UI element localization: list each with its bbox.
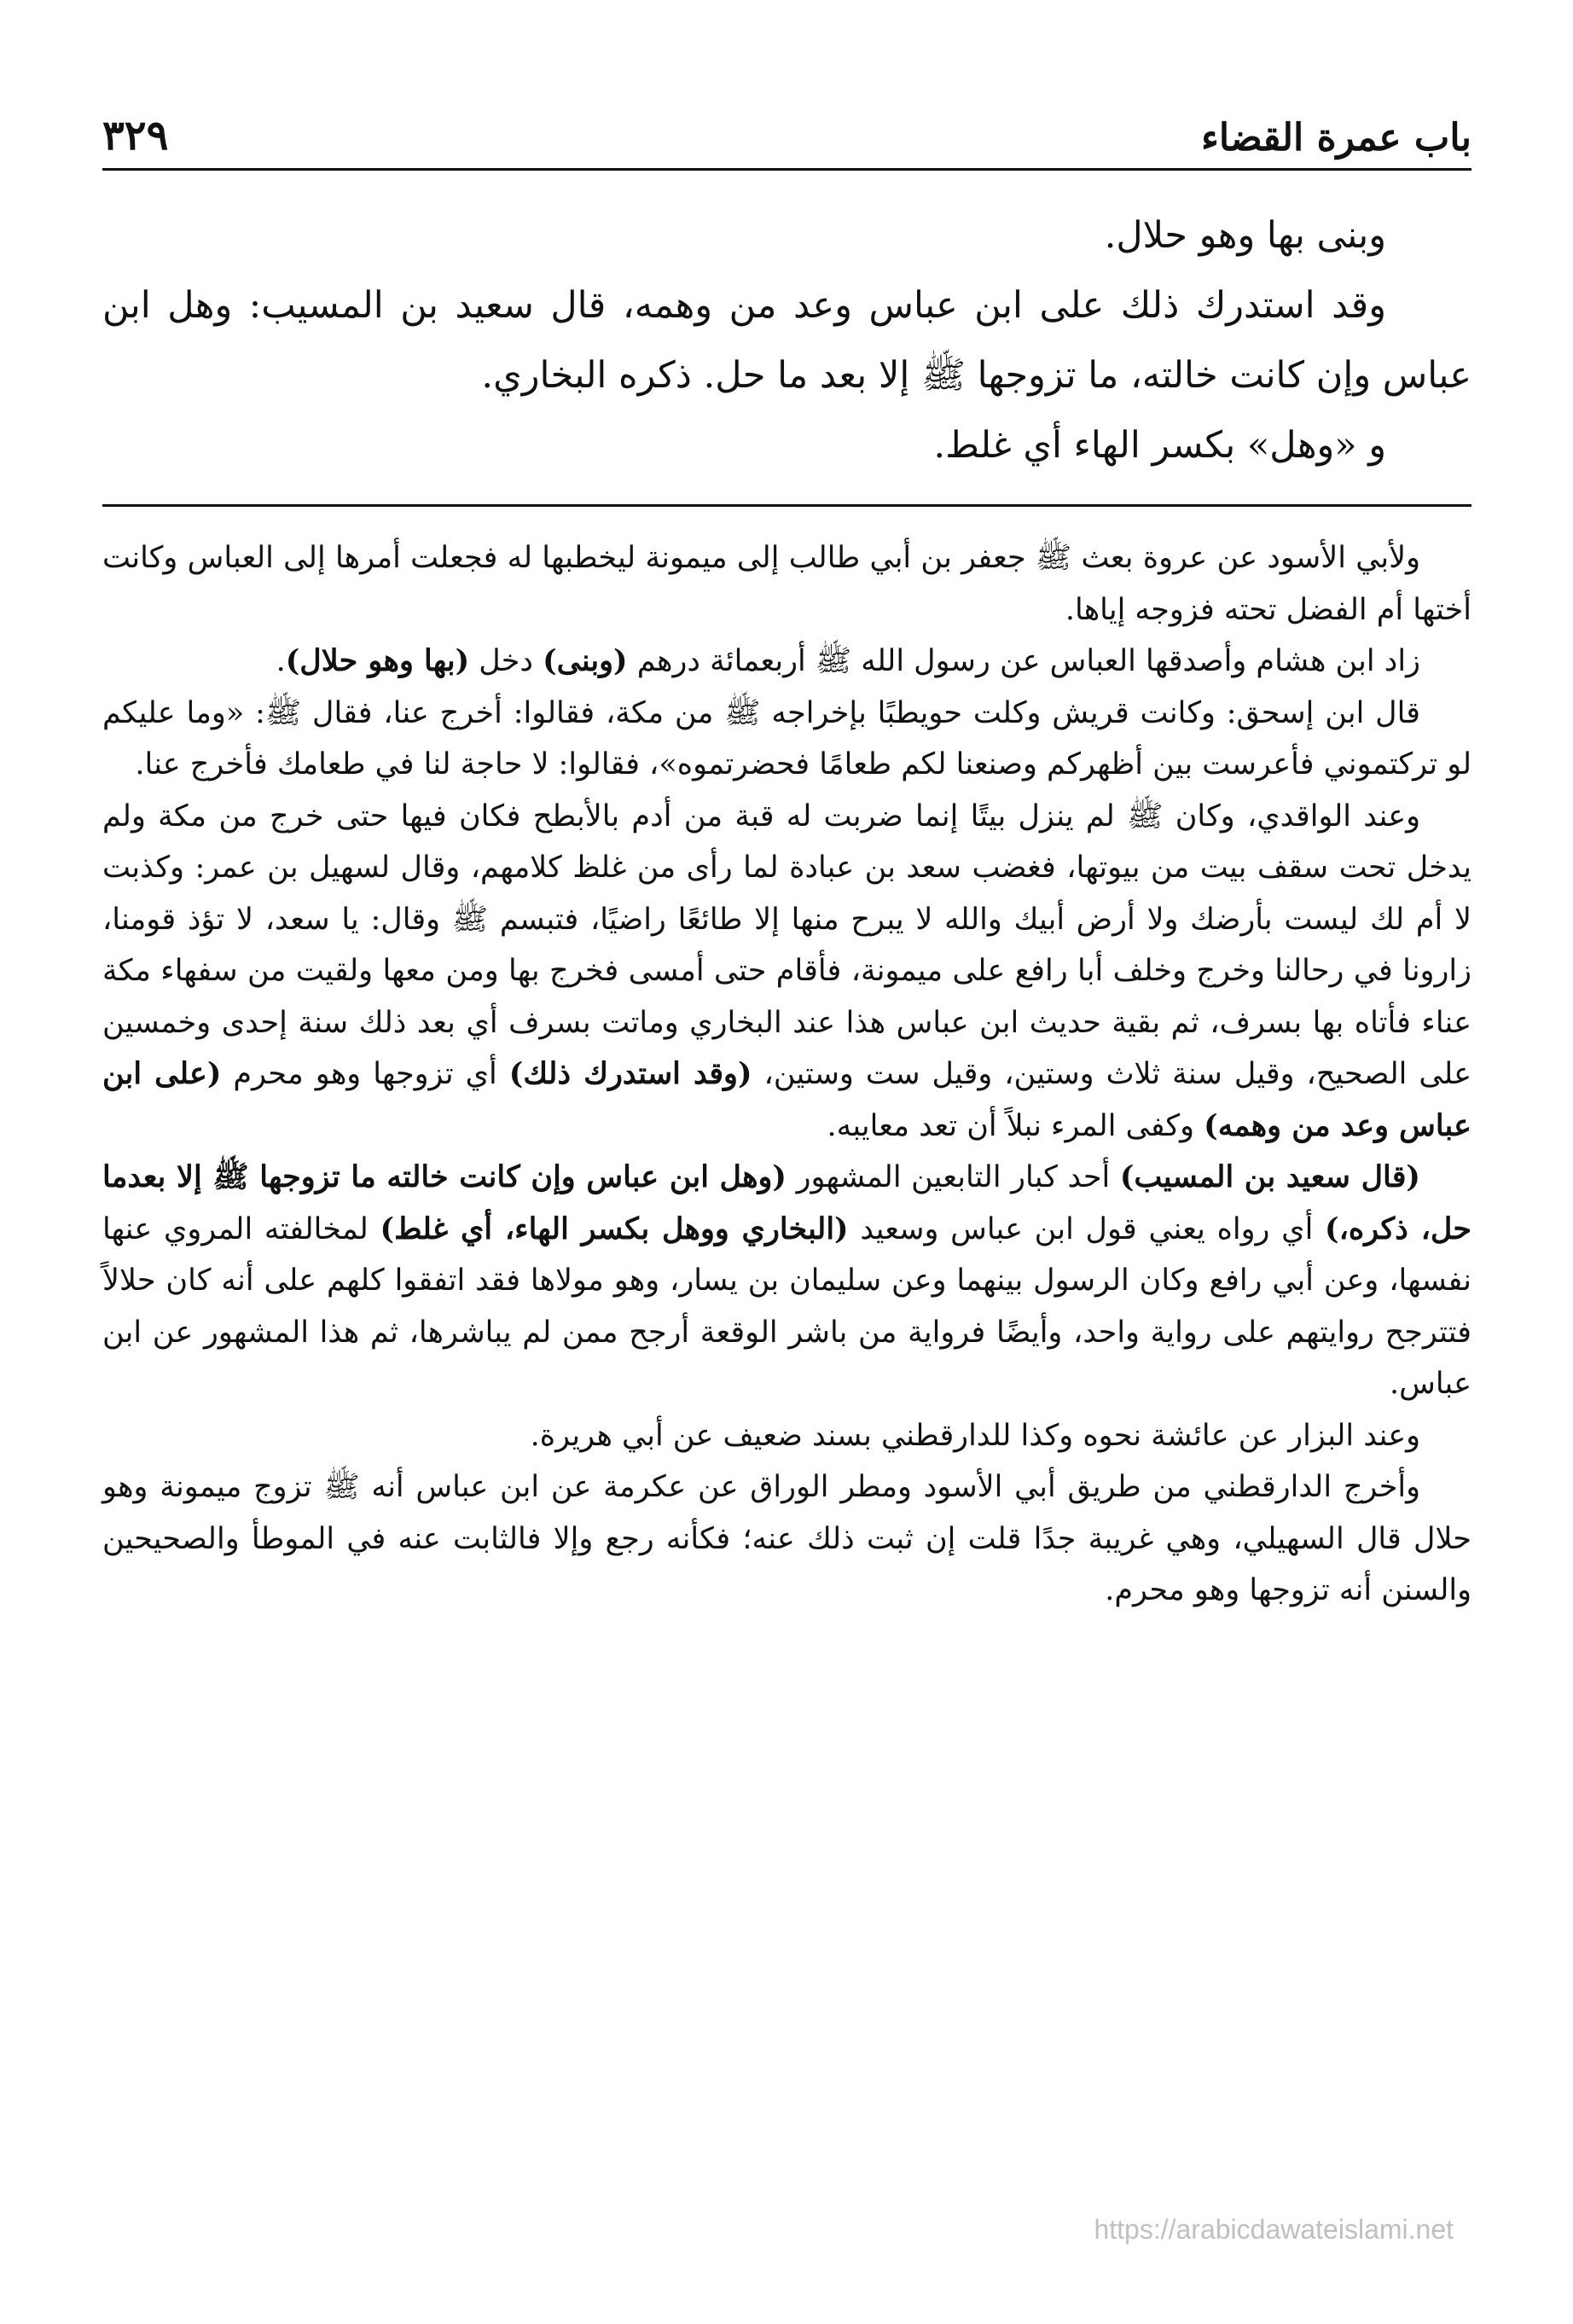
quoted-text: (على ابن عباس وعد من وهمه) <box>102 1056 1471 1143</box>
commentary-segment: ولأبي الأسود عن عروة بعث ﷺ جعفر بن أبي طالب إلى ميمونة ليخطبها له فجعلت أمرها إلى العباس وكانت أختها أم الفضل تحته فزوجه إياها. <box>102 541 1471 627</box>
hadith-paragraph: وقد استدرك ذلك على ابن عباس وعد من وهمه، قال سعيد بن المسيب: وهل ابن عباس وإن كانت خالته، ما تزوجها ﷺ إلا بعد ما حل. ذكره البخاري. <box>102 284 1471 397</box>
commentary-paragraph <box>102 1152 1471 1410</box>
watermark-url: https://arabicdawateislami.net <box>1094 2214 1454 2245</box>
commentary-segment: وعند البزار عن عائشة نحوه وكذا للدارقطني بسند ضعيف عن أبي هريرة. <box>530 1418 1420 1453</box>
commentary-segment: دخل <box>469 644 543 678</box>
commentary-segment: أي تزوجها وهو محرم <box>221 1057 509 1091</box>
quoted-text: (وبنى) <box>543 643 628 678</box>
quoted-text: (وقد استدرك ذلك) <box>508 1056 752 1091</box>
commentary-segment: وعند الواقدي، وكان ﷺ لم ينزل بيتًا إنما ضربت له قبة من أدم بالأبطح فكان فيها حتى خرج من مكة ولم يدخل تحت سقف بيت من بيوتها، فغضب سعد بن عبادة لما رأى من غلظ كلامهم، وقال لسهيل بن عمر: وكذبت لا أم لك ليست بأرضك ولا أرض أبيك والله لا يبرح منها إلا طائعًا راضيًا، فتبسم ﷺ وقال: يا سعد، لا تؤذ قومنا، زارونا في رحالنا وخرج وخلف أبا رافع على ميمونة، فأقام حتى أمسى فخرج بها ومن معها ولقيت من سفهاء مكة عناء فأتاه بها بسرف، ثم بقية حديث ابن عباس هذا عند البخاري وماتت بسرف أي بعد ذلك سنة إحدى وخمسين على الصحيح، وقيل سنة ثلاث وستين، وقيل ست وستين، <box>102 799 1471 1091</box>
section-divider <box>102 504 1471 507</box>
hadith-paragraph: وبنى بها وهو حلال. <box>1104 214 1386 257</box>
commentary-segment: لمخالفته المروي عنها نفسها، وعن أبي رافع وكان الرسول بينهما وعن سليمان بن يسار، وهو مولاها فقد اتفقوا كلهم على أنه كان حلالاً فتترجح روايتهم على رواية واحد، وأيضًا فرواية من باشر الوقعة أرجح ممن لم يباشرها، ثم هذا المشهور عن ابن عباس. <box>102 1211 1471 1401</box>
commentary-text <box>102 532 1471 1617</box>
commentary-paragraph <box>102 636 1471 688</box>
commentary-segment: . <box>276 644 286 678</box>
hadith-text <box>102 200 1471 480</box>
commentary-paragraph <box>102 791 1471 1153</box>
commentary-paragraph <box>102 688 1471 791</box>
quoted-text: (وهل ابن عباس وإن كانت خالته ما تزوجها ﷺ إلا بعدما حل، ذكره،) <box>102 1159 1472 1246</box>
commentary-segment: أحد كبار التابعين المشهور <box>786 1160 1120 1194</box>
commentary-segment: وأخرج الدارقطني من طريق أبي الأسود ومطر الوراق عن عكرمة عن ابن عباس أنه ﷺ تزوج ميمونة وهو حلال قال السهيلي، وهي غريبة جدًا قلت إن ثبت ذلك عنه؛ فكأنه رجع وإلا فالثابت عنه في الموطأ والصحيحين والسنن أنه تزوجها وهو محرم. <box>102 1470 1471 1607</box>
commentary-segment: أي رواه يعني قول ابن عباس وسعيد <box>848 1211 1326 1246</box>
commentary-paragraph <box>102 1461 1471 1617</box>
commentary-segment: زاد ابن هشام وأصدقها العباس عن رسول الله ﷺ أربعمائة درهم <box>627 644 1420 678</box>
page-number: ٣٢٩ <box>102 112 169 160</box>
quoted-text: (قال سعيد بن المسيب) <box>1119 1159 1420 1194</box>
commentary-segment: وكفى المرء نبلاً أن تعد معايبه. <box>827 1108 1204 1143</box>
quoted-text: (البخاري ووهل بكسر الهاء، أي غلط) <box>380 1211 849 1246</box>
hadith-paragraph: و «وهل» بكسر الهاء أي غلط. <box>933 424 1386 467</box>
page-header <box>102 85 1471 171</box>
commentary-paragraph <box>102 1410 1471 1462</box>
commentary-paragraph <box>102 532 1471 636</box>
book-page <box>102 85 1471 2269</box>
running-title: باب عمرة القضاء <box>1201 116 1471 160</box>
quoted-text: (بها وهو حلال) <box>285 643 470 678</box>
commentary-segment: قال ابن إسحق: وكانت قريش وكلت حويطبًا بإخراجه ﷺ من مكة، فقالوا: أخرج عنا، فقال ﷺ: «وما عليكم لو تركتموني فأعرست بين أظهركم وصنعنا لكم طعامًا فحضرتموه»، فقالوا: لا حاجة لنا في طعامك فأخرج عنا. <box>102 695 1471 781</box>
